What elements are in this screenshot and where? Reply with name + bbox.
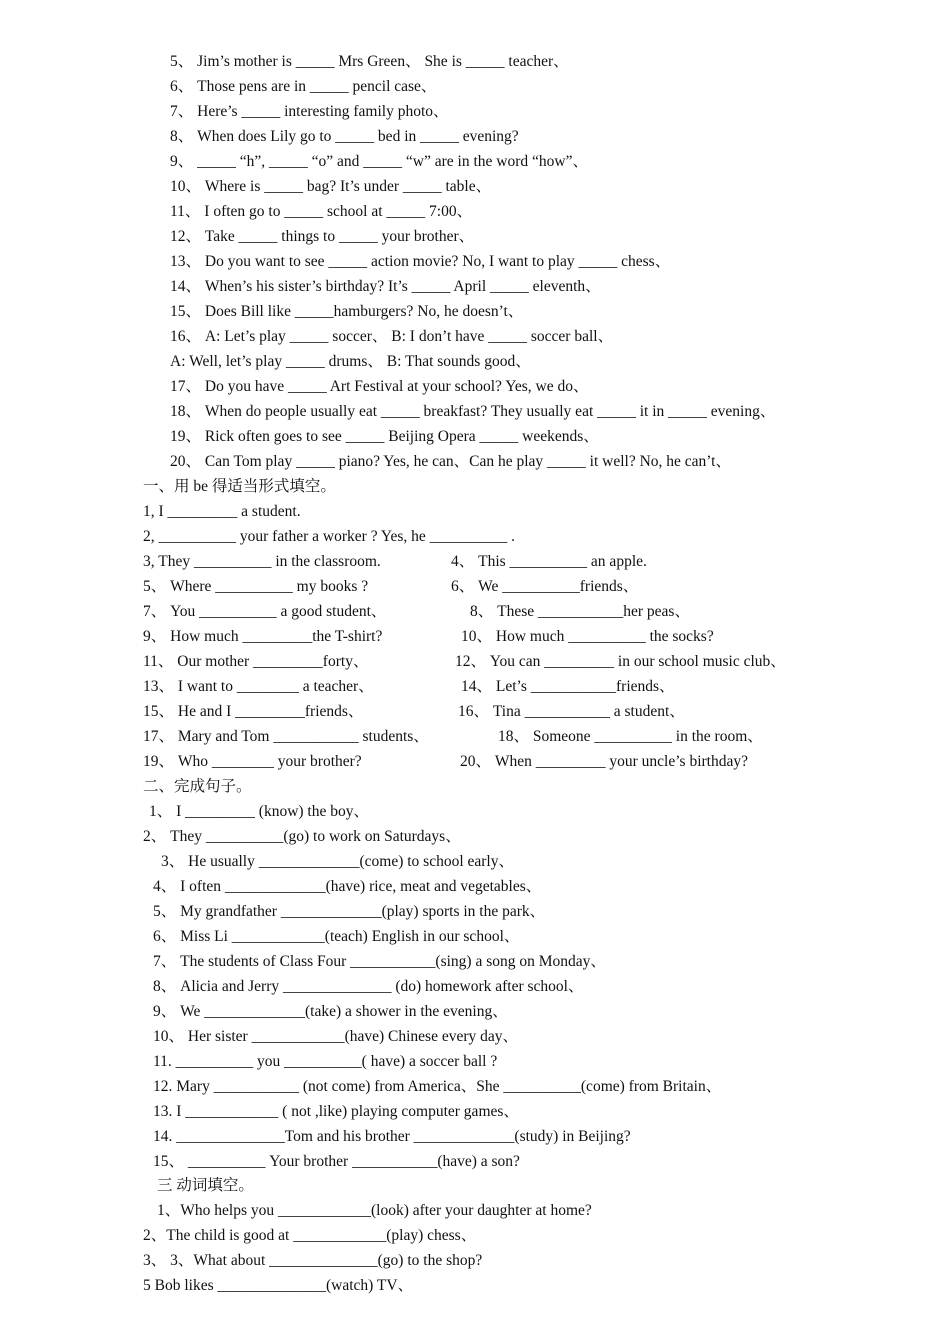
exercise-item: 5、 Where __________ my books ? [143, 578, 369, 595]
exercise-item: 9、 We _____________(take) a shower in the evening、 [153, 1003, 508, 1020]
exercise-item: 18、 Someone __________ in the room、 [498, 728, 763, 745]
exercise-item: 5、 Jim’s mother is _____ Mrs Green、 She is _____ teacher、 [170, 53, 569, 70]
exercise-item: 14. ______________Tom and his brother _____________(study) in Beijing? [153, 1128, 631, 1145]
exercise-item: 10、 Where is _____ bag? It’s under _____ table、 [170, 178, 492, 195]
exercise-item: 8、 Alicia and Jerry ______________ (do) homework after school、 [153, 978, 584, 995]
exercise-item: 8、 When does Lily go to _____ bed in _____ evening? [170, 128, 519, 145]
exercise-item: 5、 My grandfather _____________(play) sports in the park、 [153, 903, 546, 920]
exercise-item: 1、 I _________ (know) the boy、 [149, 803, 369, 820]
exercise-item: 20、 Can Tom play _____ piano? Yes, he can、Can he play _____ it well? No, he can’t、 [170, 453, 731, 470]
exercise-item: 19、 Rick often goes to see _____ Beijing Opera _____ weekends、 [170, 428, 599, 445]
exercise-item: 2, __________ your father a worker ? Yes, he __________ . [143, 528, 515, 545]
exercise-item: 13. I ____________ ( not ,like) playing computer games、 [153, 1103, 519, 1120]
exercise-item: 3, They __________ in the classroom. [143, 553, 381, 570]
exercise-item: 8、 These ___________her peas、 [470, 603, 690, 620]
exercise-item: 3、 3、What about ______________(go) to the shop? [143, 1252, 483, 1269]
exercise-item: 15、 __________ Your brother ___________(have) a son? [153, 1153, 520, 1170]
exercise-item: 6、 Those pens are in _____ pencil case、 [170, 78, 437, 95]
exercise-item: 9、 How much _________the T-shirt? [143, 628, 383, 645]
section-heading: 一、用 be 得适当形式填空。 [143, 478, 336, 495]
exercise-item: 6、 Miss Li ____________(teach) English in our school、 [153, 928, 520, 945]
exercise-item: 7、 Here’s _____ interesting family photo、 [170, 103, 449, 120]
exercise-item: 4、 I often _____________(have) rice, meat and vegetables、 [153, 878, 542, 895]
exercise-item: 10、 Her sister ____________(have) Chinese every day、 [153, 1028, 519, 1045]
section-heading: 二、完成句子。 [143, 778, 252, 795]
section-heading: 三 动词填空。 [157, 1177, 254, 1194]
exercise-item: 13、 Do you want to see _____ action movie? No, I want to play _____ chess、 [170, 253, 671, 270]
exercise-item: 19、 Who ________ your brother? [143, 753, 362, 770]
exercise-item: 20、 When _________ your uncle’s birthday? [460, 753, 748, 770]
exercise-item: 13、 I want to ________ a teacher、 [143, 678, 374, 695]
exercise-item: 12. Mary ___________ (not come) from America、She __________(come) from Britain、 [153, 1078, 722, 1095]
exercise-item: 3、 He usually _____________(come) to school early、 [161, 853, 514, 870]
exercise-item: 6、 We __________friends、 [451, 578, 639, 595]
exercise-item: 11、 I often go to _____ school at _____ 7:00、 [170, 203, 473, 220]
exercise-item: 4、 This __________ an apple. [451, 553, 647, 570]
exercise-item: 1, I _________ a student. [143, 503, 301, 520]
exercise-item: 17、 Mary and Tom ___________ students、 [143, 728, 429, 745]
exercise-item: 14、 Let’s ___________friends、 [461, 678, 675, 695]
exercise-item: 16、 A: Let’s play _____ soccer、 B: I don’t have _____ soccer ball、 [170, 328, 614, 345]
exercise-item: 2、The child is good at ____________(play) chess、 [143, 1227, 477, 1244]
exercise-item: 18、 When do people usually eat _____ breakfast? They usually eat _____ it in _____ evening、 [170, 403, 776, 420]
exercise-item: 12、 You can _________ in our school music club、 [455, 653, 786, 670]
exercise-item: 10、 How much __________ the socks? [461, 628, 714, 645]
exercise-item: 15、 Does Bill like _____hamburgers? No, he doesn’t、 [170, 303, 524, 320]
exercise-item: 17、 Do you have _____ Art Festival at your school? Yes, we do、 [170, 378, 589, 395]
exercise-item: 11. __________ you __________( have) a soccer ball ? [153, 1053, 498, 1070]
exercise-item: 2、 They __________(go) to work on Saturdays、 [143, 828, 461, 845]
exercise-item: 7、 You __________ a good student、 [143, 603, 387, 620]
exercise-item: A: Well, let’s play _____ drums、 B: That sounds good、 [170, 353, 531, 370]
exercise-item: 16、 Tina ___________ a student、 [458, 703, 685, 720]
exercise-item: 11、 Our mother _________forty、 [143, 653, 369, 670]
exercise-item: 9、 _____ “h”, _____ “o” and _____ “w” are in the word “how”、 [170, 153, 588, 170]
exercise-item: 15、 He and I _________friends、 [143, 703, 364, 720]
exercise-item: 14、 When’s his sister’s birthday? It’s _____ April _____ eleventh、 [170, 278, 601, 295]
exercise-item: 5 Bob likes ______________(watch) TV、 [143, 1277, 414, 1294]
exercise-item: 7、 The students of Class Four ___________(sing) a song on Monday、 [153, 953, 606, 970]
exercise-item: 1、Who helps you ____________(look) after your daughter at home? [157, 1202, 592, 1219]
exercise-item: 12、 Take _____ things to _____ your brother、 [170, 228, 475, 245]
